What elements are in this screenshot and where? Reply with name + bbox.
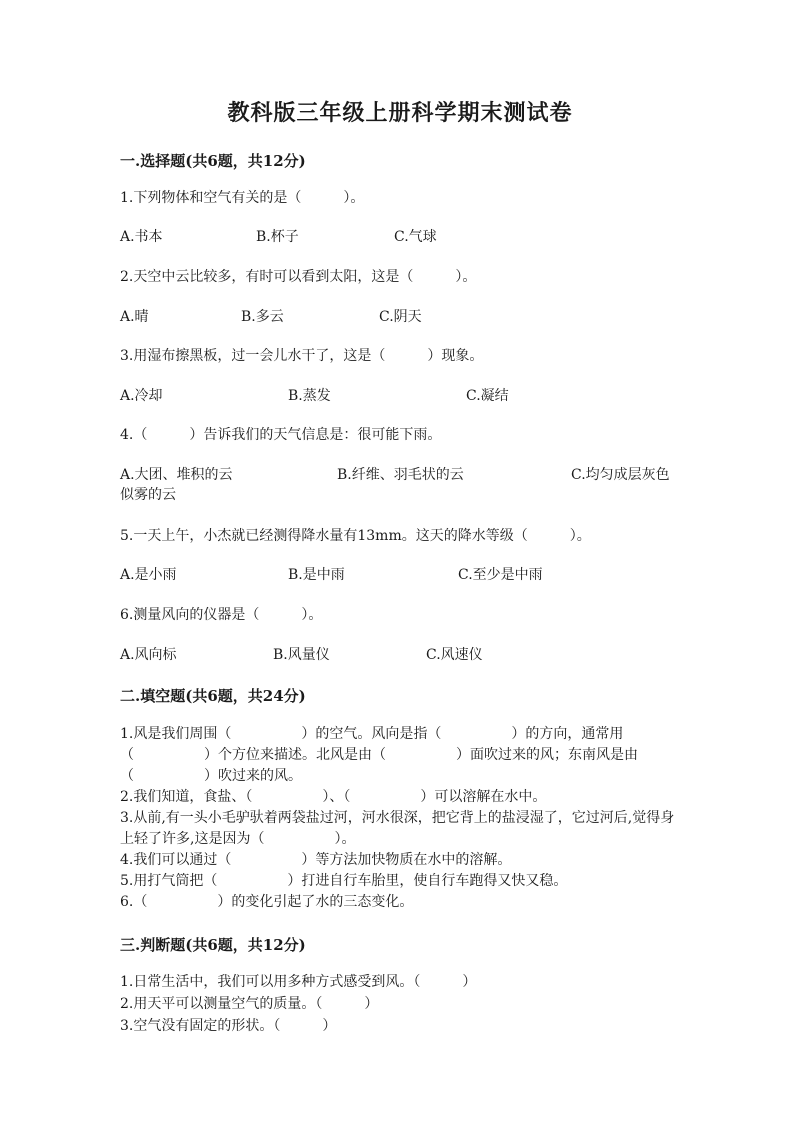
option-a: A.是小雨 [120,567,177,583]
option-a: A.冷却 [120,388,163,404]
section-heading-choice: 一.选择题(共6题，共12分) [120,152,306,170]
judge-question-2: 2.用天平可以测量空气的质量。（ ） [120,996,379,1012]
option-a: A.风向标 [120,647,177,663]
option-b: B.蒸发 [288,388,331,404]
option-b: B.多云 [241,309,284,325]
option-a: A.大团、堆积的云 [120,467,233,483]
option-c: C.气球 [394,229,437,245]
choice-question-3: 3.用湿布擦黑板，过一会儿水干了，这是（ ）现象。 [120,348,484,364]
section-heading-judge: 三.判断题(共6题，共12分) [120,936,306,954]
option-b: B.是中雨 [288,567,345,583]
option-a: A.书本 [120,229,163,245]
option-b: B.杯子 [256,229,299,245]
fill-question-5: 5.用打气筒把（ ）打进自行车胎里，使自行车跑得又快又稳。 [120,873,568,889]
choice-options-4 [120,465,680,509]
option-b: B.风量仪 [273,647,330,663]
page-title: 教科版三年级上册科学期末测试卷 [227,100,573,126]
fill-question-list [120,724,682,913]
judge-question-list [120,971,680,1037]
option-b: B.纤维、羽毛状的云 [337,467,464,483]
option-a: A.晴 [120,309,149,325]
judge-question-3: 3.空气没有固定的形状。（ ） [120,1018,337,1034]
option-c: C.凝结 [466,388,509,404]
fill-question-2: 2.我们知道，食盐、（ ）、（ ）可以溶解在水中。 [120,789,547,805]
option-c: C.至少是中雨 [458,567,543,583]
option-c: C.风速仪 [426,647,483,663]
option-c: C.均匀成层灰色似雾的云 [120,467,670,503]
choice-question-6: 6.测量风向的仪器是（ ）。 [120,607,323,623]
judge-question-1: 1.日常生活中，我们可以用多种方式感受到风。（ ） [120,974,477,990]
choice-question-5: 5.一天上午，小杰就已经测得降水量有13mm。这天的降水等级（ ）。 [120,528,591,544]
fill-question-1: 1.风是我们周围（ ）的空气。风向是指（ ）的方向，通常用（ ）个方位来描述。北风是由（ ）面吹过来的风；东南风是由（ ）吹过来的风。 [120,726,638,784]
fill-question-6: 6.（ ）的变化引起了水的三态变化。 [120,894,414,910]
choice-question-1: 1.下列物体和空气有关的是（ ）。 [120,190,365,206]
fill-question-3: 3.从前,有一头小毛驴驮着两袋盐过河，河水很深，把它背上的盐浸湿了，它过河后,觉得身上轻了许多,这是因为（ ）。 [120,810,675,847]
choice-question-4: 4.（ ）告诉我们的天气信息是：很可能下雨。 [120,427,442,443]
fill-question-4: 4.我们可以通过（ ）等方法加快物质在水中的溶解。 [120,852,512,868]
section-heading-fill: 二.填空题(共6题，共24分) [120,687,306,705]
option-c: C.阴天 [379,309,422,325]
choice-question-2: 2.天空中云比较多，有时可以看到太阳，这是（ ）。 [120,269,477,285]
